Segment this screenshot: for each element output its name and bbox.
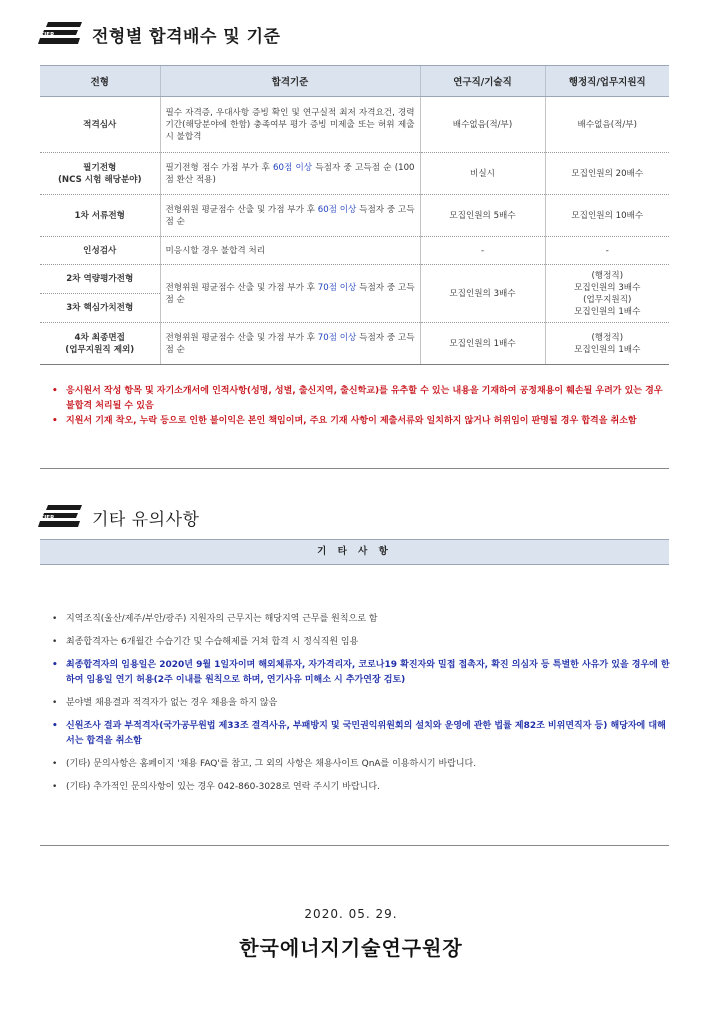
stage-cell: 적격심사 — [40, 97, 160, 153]
list-item: • (기타) 추가적인 문의사항이 있는 경우 042-860-3028로 연락 주시기 바랍니다. — [52, 780, 672, 795]
stage-cell — [40, 265, 160, 323]
admin-cell: (행정직) 모집인원의 1배수 — [545, 323, 669, 365]
divider — [40, 468, 669, 469]
research-cell: 배수없음(적/부) — [420, 97, 545, 153]
table-row — [40, 97, 669, 153]
table-row — [40, 237, 669, 265]
stage-cell — [40, 153, 160, 195]
admin-cell: (행정직) 모집인원의 3배수 (업무지원직) 모집인원의 1배수 — [545, 265, 669, 323]
table-row — [40, 265, 669, 323]
list-item: • 최종합격자의 임용일은 2020년 9월 1일자이며 해외체류자, 자가격리자, 코로나19 확진자와 밀접 접촉자, 확진 의심자 등 특별한 사유가 있을 경우에 한하여 임용일 연기 허용(2주 이내를 원칙으로 하며, 연기사유 미해소 시 추가연장 검토) — [52, 658, 672, 688]
logo-text: KIER — [40, 515, 55, 521]
research-cell: 모집인원의 1배수 — [420, 323, 545, 365]
table-row — [40, 195, 669, 237]
section-title-selection: 전형별 합격배수 및 기준 — [92, 27, 281, 47]
criteria-cell: 필수 자격증, 우대사항 증빙 확인 및 연구실적 최저 자격요건, 경력기간(해당분야에 한함) 충족여부 평가 증빙 미제출 또는 허위 제출 시 불합격 — [160, 97, 420, 153]
list-item: • (기타) 문의사항은 홈페이지 '채용 FAQ'를 참고, 그 외의 사항은 채용사이트 QnA를 이용하시기 바랍니다. — [52, 757, 672, 772]
list-item: • 지역조직(울산/제주/부안/광주) 지원자의 근무지는 해당지역 근무를 원칙으로 함 — [52, 612, 672, 627]
header-research: 연구직/기술직 — [420, 66, 545, 97]
header-admin: 행정직/업무지원직 — [545, 66, 669, 97]
criteria-cell: 전형위원 평균점수 산출 및 가점 부가 후 60점 이상 득점자 중 고득점 순 — [160, 195, 420, 237]
list-item: • 신원조사 결과 부적격자(국가공무원법 제33조 결격사유, 부패방지 및 국민권익위원회의 설치와 운영에 관한 법률 제82조 비위면직자 등) 해당자에 대해서는 합격을 취소함 — [52, 719, 672, 749]
misc-band-header: 기 타 사 항 — [40, 539, 669, 565]
score-threshold: 70점 이상 — [317, 282, 357, 293]
research-cell: 모집인원의 3배수 — [420, 265, 545, 323]
kier-logo-icon — [38, 503, 84, 529]
list-item: • 분야별 채용결과 적격자가 없는 경우 채용을 하지 않음 — [52, 696, 672, 711]
criteria-cell: 미응시할 경우 불합격 처리 — [160, 237, 420, 265]
score-threshold: 60점 이상 — [273, 162, 313, 173]
table-row — [40, 153, 669, 195]
research-cell: - — [420, 237, 545, 265]
criteria-cell: 필기전형 점수 가점 부가 후 60점 이상 득점자 중 고득점 순 (100점 환산 적용) — [160, 153, 420, 195]
list-item: • 최종합격자는 6개월간 수습기간 및 수습해제를 거쳐 합격 시 정식직원 임용 — [52, 635, 672, 650]
table-header-row — [40, 66, 669, 97]
stage-sub: (업무지원직 제외) — [65, 344, 135, 355]
table-row — [40, 323, 669, 365]
warning-note: • 지원서 기재 착오, 누락 등으로 인한 불이익은 본인 책임이며, 주요 기재 사항이 제출서류와 일치하지 않거나 허위임이 판명될 경우 합격을 취소함 — [52, 414, 672, 429]
stage-cell: 인성검사 — [40, 237, 160, 265]
misc-list — [52, 612, 672, 803]
research-cell: 비실시 — [420, 153, 545, 195]
stage-sub: (NCS 시험 해당분야) — [58, 174, 142, 185]
selection-criteria-table — [40, 65, 669, 365]
header-criteria: 합격기준 — [160, 66, 420, 97]
score-threshold: 60점 이상 — [317, 204, 357, 215]
stage-cell: 1차 서류전형 — [40, 195, 160, 237]
score-threshold: 70점 이상 — [317, 332, 357, 343]
admin-cell: 모집인원의 20배수 — [545, 153, 669, 195]
stage-name: 2차 역량평가전형 — [40, 265, 160, 294]
admin-cell: - — [545, 237, 669, 265]
document-date: 2020. 05. 29. — [304, 907, 398, 921]
divider — [40, 845, 669, 846]
warning-notes — [52, 384, 672, 429]
admin-cell: 배수없음(적/부) — [545, 97, 669, 153]
logo-text: KIER — [40, 32, 55, 38]
stage-name: 필기전형 — [83, 162, 117, 173]
issuer-name: 한국에너지기술연구원장 — [239, 936, 463, 960]
section-title-misc: 기타 유의사항 — [92, 510, 200, 530]
header-stage: 전형 — [40, 66, 160, 97]
stage-name: 3차 핵심가치전형 — [66, 303, 134, 313]
stage-cell — [40, 323, 160, 365]
warning-note: • 응시원서 작성 항목 및 자기소개서에 인적사항(성명, 성별, 출신지역, 출신학교)를 유추할 수 있는 내용을 기재하여 공정채용이 훼손될 우려가 있는 경우 불합격 처리될 수 있음 — [52, 384, 672, 414]
kier-logo-icon — [38, 20, 84, 46]
criteria-cell: 전형위원 평균점수 산출 및 가점 부가 후 70점 이상 득점자 중 고득점 순 — [160, 265, 420, 323]
criteria-cell: 전형위원 평균점수 산출 및 가점 부가 후 70점 이상 득점자 중 고득점 순 — [160, 323, 420, 365]
stage-name: 4차 최종면접 — [74, 332, 125, 343]
research-cell: 모집인원의 5배수 — [420, 195, 545, 237]
admin-cell: 모집인원의 10배수 — [545, 195, 669, 237]
